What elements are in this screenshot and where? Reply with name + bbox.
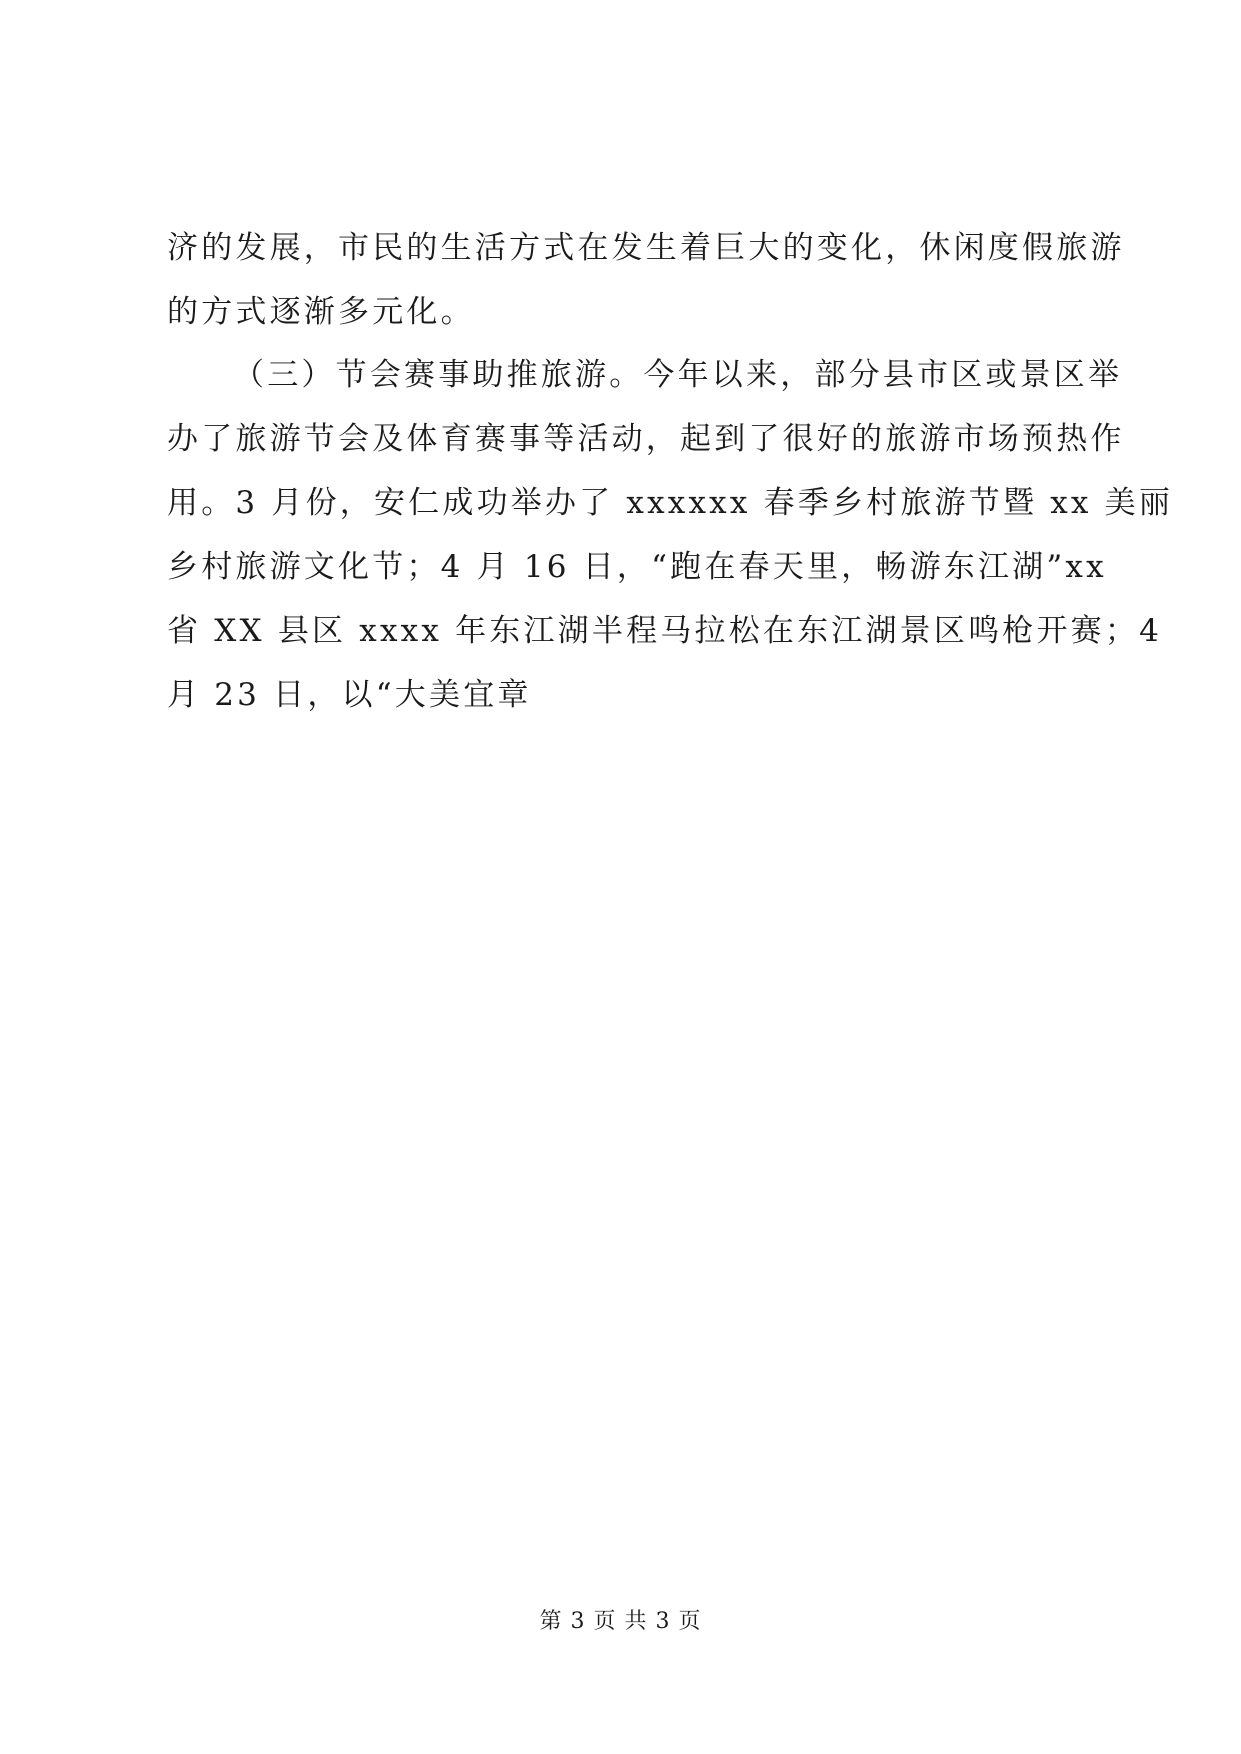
- paragraph-2-line-4: 乡村旅游文化节；4 月 16 日，“跑在春天里，畅游东江湖”xx: [167, 549, 1107, 585]
- paragraph-2-line-1: （三）节会赛事助推旅游。今年以来，部分县市区或景区举: [233, 357, 1123, 393]
- paragraph-1-line-1: 济的发展，市民的生活方式在发生着巨大的变化，休闲度假旅游: [167, 230, 1125, 266]
- paragraph-2-line-6: 月 23 日，以“大美宜章: [167, 677, 532, 713]
- page-number-footer: 第 3 页 共 3 页: [539, 1609, 702, 1634]
- paragraph-2-line-5: 省 XX 县区 xxxx 年东江湖半程马拉松在东江湖景区鸣枪开赛；4: [167, 613, 1163, 649]
- paragraph-1-line-2: 的方式逐渐多元化。: [167, 294, 475, 330]
- paragraph-2-line-3: 用。3 月份，安仁成功举办了 xxxxxx 春季乡村旅游节暨 xx 美丽: [167, 485, 1174, 521]
- paragraph-2-line-2: 办了旅游节会及体育赛事等活动，起到了很好的旅游市场预热作: [167, 421, 1125, 457]
